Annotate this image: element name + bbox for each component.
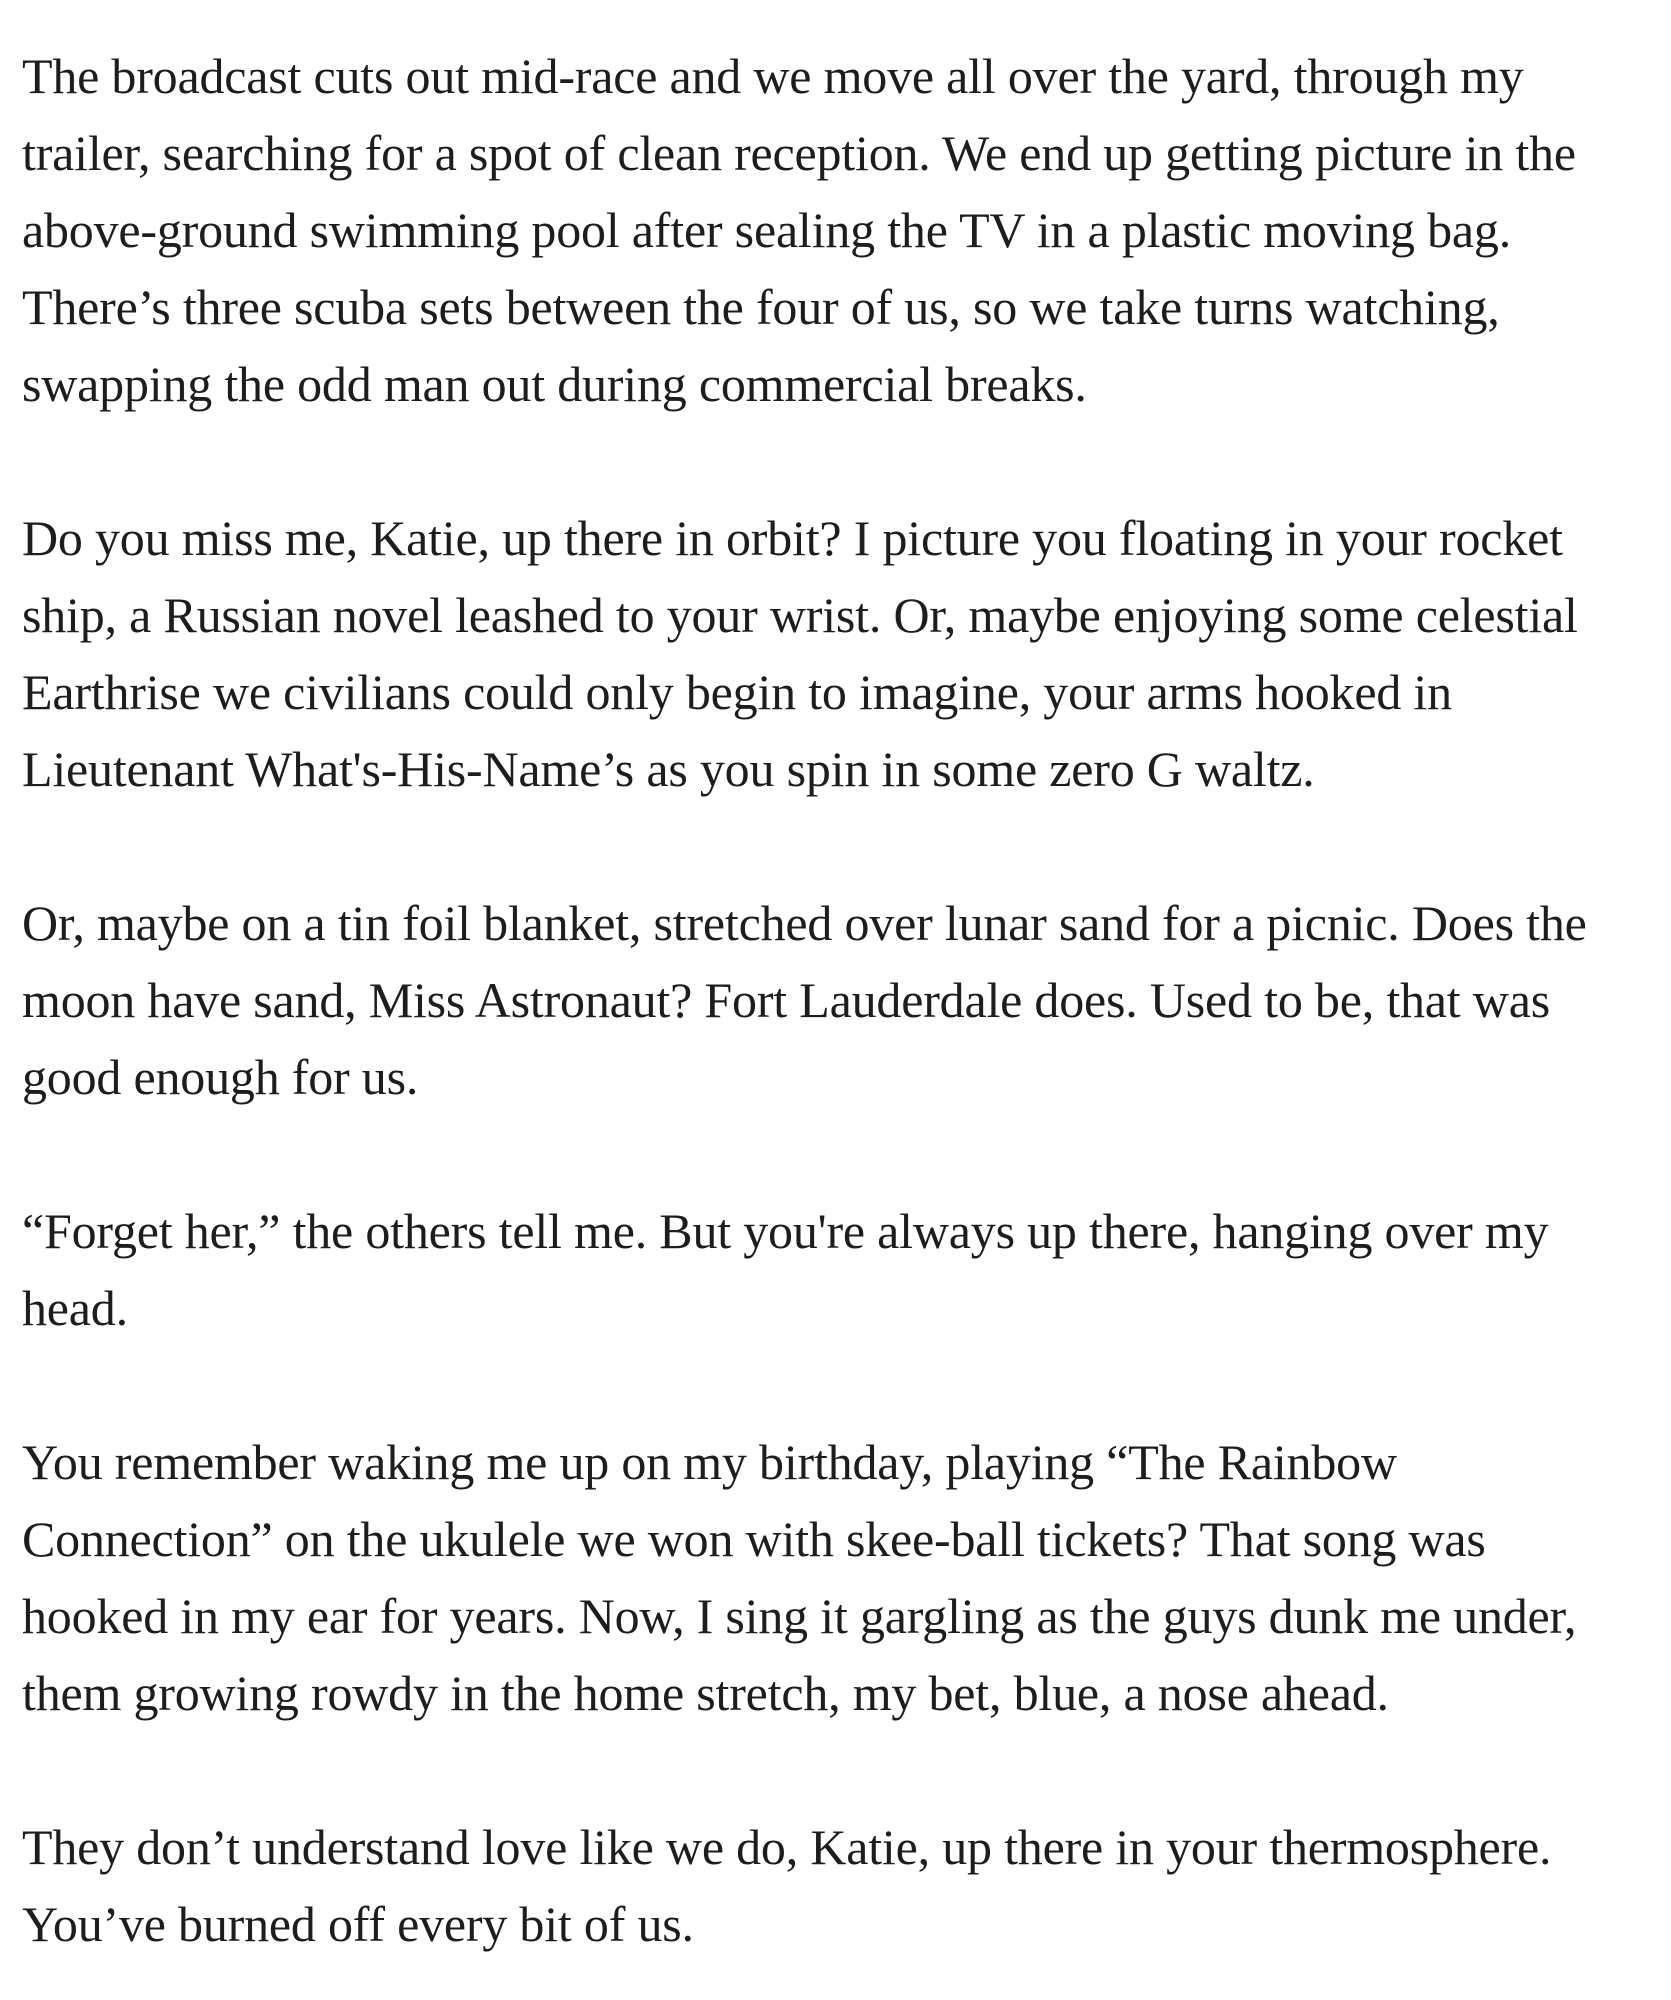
paragraph: “Forget her,” the others tell me. But you're always up there, hanging over my head. — [22, 1203, 1549, 1336]
paragraph: Or, maybe on a tin foil blanket, stretched over lunar sand for a picnic. Does the moon have sand, Miss Astronaut? Fort Lauderdale does. Used to be, that was good enough for us. — [22, 895, 1587, 1105]
article-body — [22, 38, 1642, 1963]
paragraph: They don’t understand love like we do, Katie, up there in your thermosphere. You’ve burned off every bit of us. — [22, 1819, 1552, 1952]
paragraph: You remember waking me up on my birthday, playing “The Rainbow Connection” on the ukulele we won with skee-ball tickets? That song was hooked in my ear for years. Now, I sing it gargling as the guys dunk me under, them growing rowdy in the home stretch, my bet, blue, a nose ahead. — [22, 1434, 1577, 1721]
paragraph: Do you miss me, Katie, up there in orbit? I picture you floating in your rocket ship, a Russian novel leashed to your wrist. Or, maybe enjoying some celestial Earthrise we civilians could only begin to imagine, your arms hooked in Lieutenant What's-His-Name’s as you spin in some zero G waltz. — [22, 510, 1578, 797]
paragraph: The broadcast cuts out mid-race and we move all over the yard, through my trailer, searching for a spot of clean reception. We end up getting picture in the above-ground swimming pool after sealing the TV in a plastic moving bag. There’s three scuba sets between the four of us, so we take turns watching, swapping the odd man out during commercial breaks. — [22, 48, 1576, 412]
